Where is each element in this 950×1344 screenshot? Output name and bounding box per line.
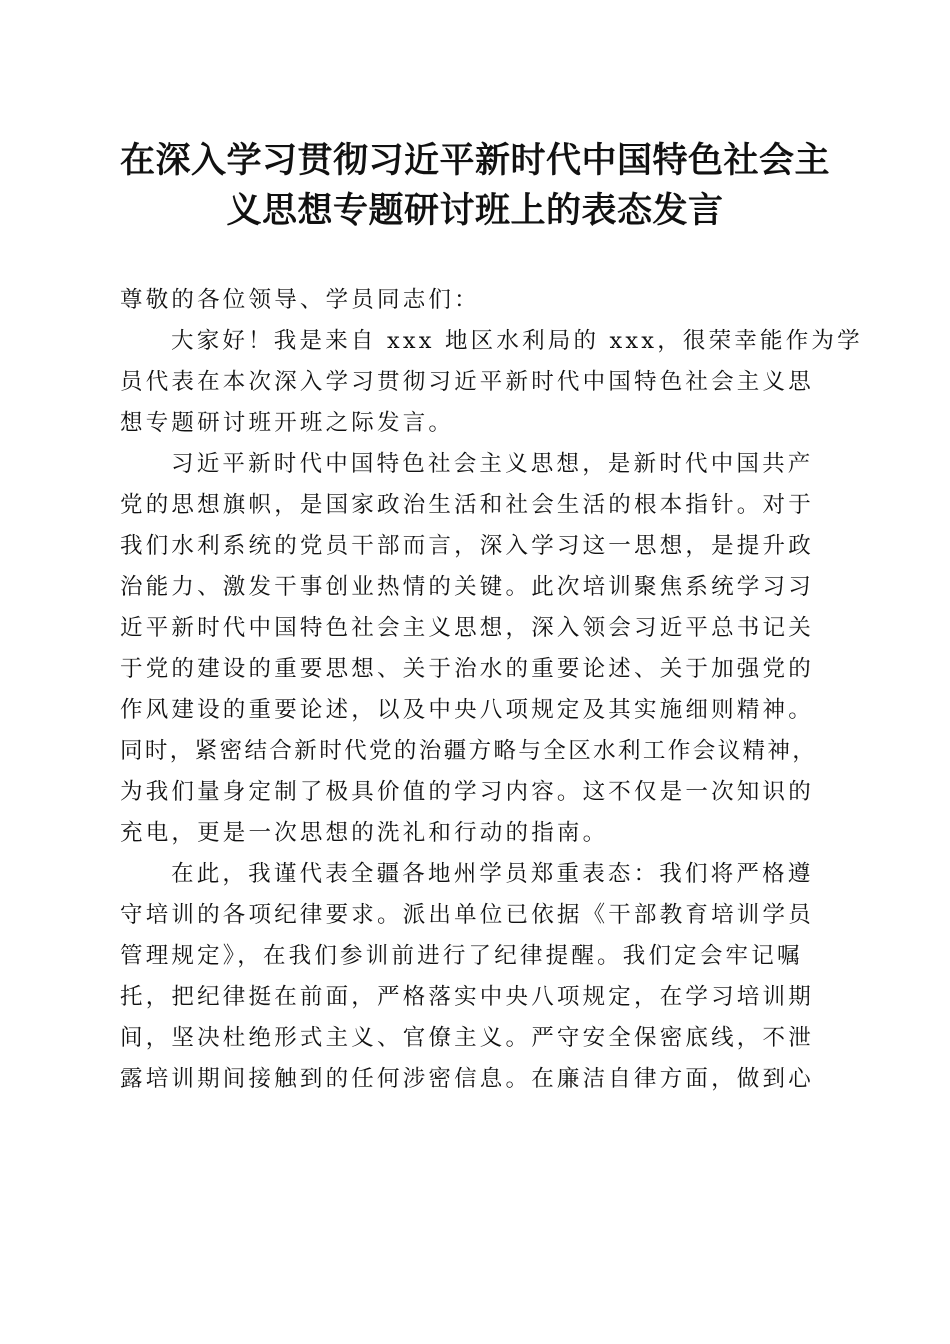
paragraph-line: 于党的建设的重要思想、关于治水的重要论述、关于加强党的 — [120, 656, 814, 682]
paragraph — [120, 854, 840, 1100]
paragraph-line: 同时，紧密结合新时代党的治疆方略与全区水利工作会议精神， — [120, 738, 818, 764]
title-line: 义思想专题研讨班上的表态发言 — [226, 190, 724, 231]
salutation: 尊敬的各位领导、学员同志们： — [120, 287, 480, 313]
paragraph-line: 管理规定》，在我们参训前进行了纪律提醒。我们定会牢记嘱 — [120, 943, 803, 969]
paragraph-line: 大家好！我是来自 xxx 地区水利局的 xxx，很荣幸能作为学 — [171, 328, 863, 354]
paragraph — [120, 444, 840, 854]
paragraph — [120, 321, 863, 444]
paragraph-line: 习近平新时代中国特色社会主义思想，是新时代中国共产 — [171, 451, 814, 477]
paragraph-line: 充电，更是一次思想的洗礼和行动的指南。 — [120, 820, 609, 846]
document-body — [120, 280, 863, 1100]
title-line: 在深入学习贯彻习近平新时代中国特色社会主 — [119, 140, 830, 181]
paragraph-line: 作风建设的重要论述，以及中央八项规定及其实施细则精神。 — [120, 697, 814, 723]
paragraph-line: 为我们量身定制了极具价值的学习内容。这不仅是一次知识的 — [120, 779, 814, 805]
paragraph-line: 在此，我谨代表全疆各地州学员郑重表态：我们将严格遵 — [171, 861, 814, 887]
document-title — [100, 136, 850, 236]
paragraph-line: 党的思想旗帜，是国家政治生活和社会生活的根本指针。对于 — [120, 492, 814, 518]
paragraph-line: 想专题研讨班开班之际发言。 — [120, 410, 455, 436]
paragraph-line: 治能力、激发干事创业热情的关键。此次培训聚焦系统学习习 — [120, 574, 814, 600]
paragraph-line: 守培训的各项纪律要求。派出单位已依据《干部教育培训学员 — [120, 902, 814, 928]
paragraph-line: 我们水利系统的党员干部而言，深入学习这一思想，是提升政 — [120, 533, 814, 559]
paragraph-line: 托，把纪律挺在前面，严格落实中央八项规定，在学习培训期 — [120, 984, 814, 1010]
paragraph-line: 露培训期间接触到的任何涉密信息。在廉洁自律方面，做到心 — [120, 1066, 814, 1092]
paragraph-line: 间，坚决杜绝形式主义、官僚主义。严守安全保密底线，不泄 — [120, 1025, 814, 1051]
paragraph-line: 近平新时代中国特色社会主义思想，深入领会习近平总书记关 — [120, 615, 814, 641]
paragraph-line: 员代表在本次深入学习贯彻习近平新时代中国特色社会主义思 — [120, 369, 814, 395]
